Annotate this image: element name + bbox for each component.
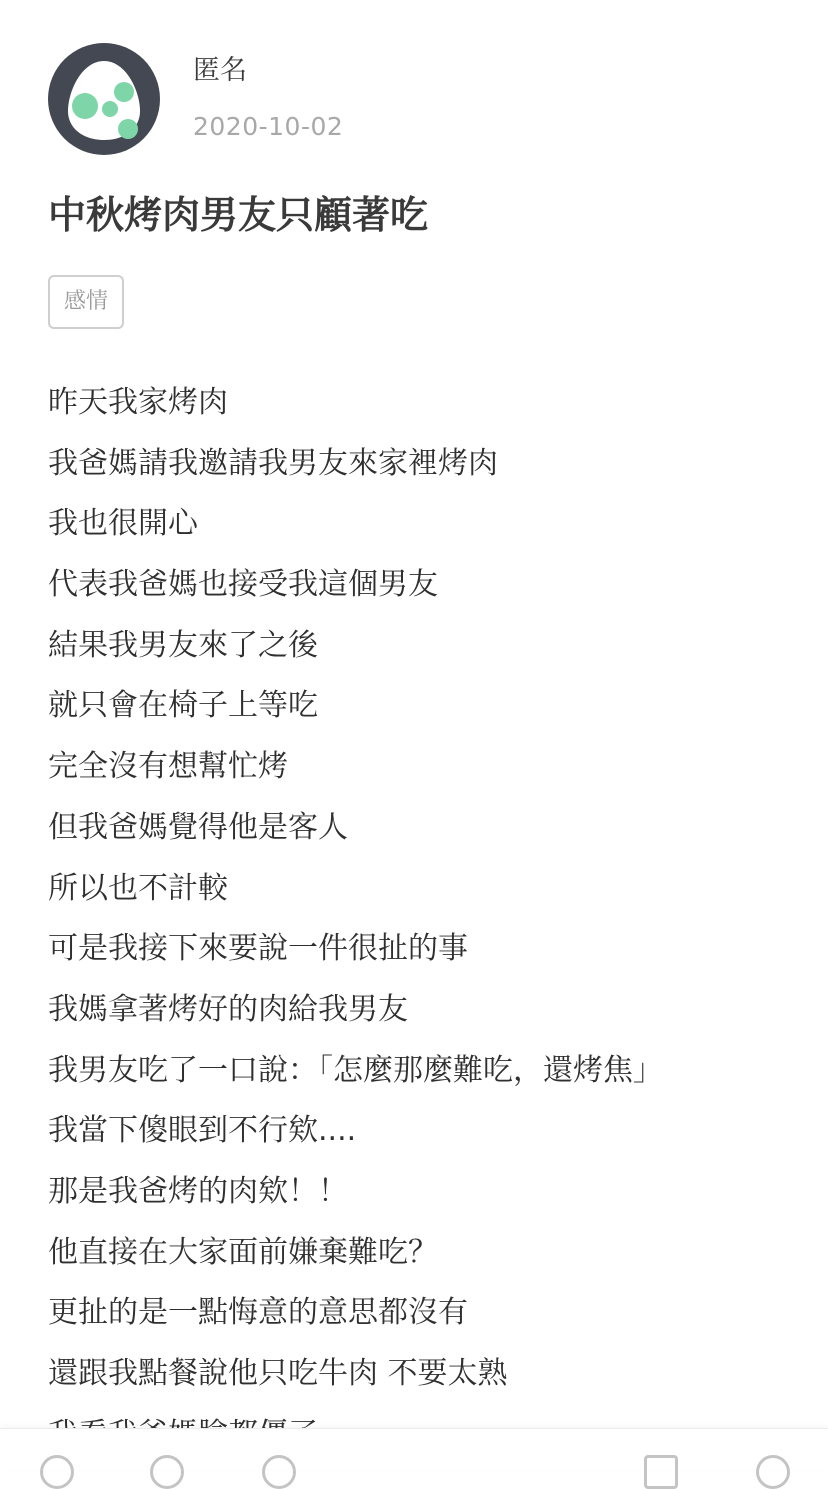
bottom-action-bar — [0, 1428, 828, 1469]
body-line: 但我爸媽覺得他是客人 — [48, 809, 348, 845]
post-date: 2020-10-02 — [193, 112, 344, 141]
post-body — [48, 373, 818, 1428]
body-line: 還跟我點餐說他只吃牛肉 不要太熟 — [48, 1356, 508, 1391]
post-title: 中秋烤肉男友只顧著吃 — [48, 193, 429, 237]
body-line: 更扯的是一點悔意的意思都沒有 — [48, 1295, 468, 1331]
body-line: 我男友吃了一口說：「怎麼那麼難吃，還烤焦」 — [48, 1052, 663, 1088]
topic-tag[interactable]: 感情 — [48, 275, 124, 329]
body-line: 可是我接下來要說一件很扯的事 — [48, 931, 468, 967]
body-line: 我爸媽請我邀請我男友來家裡烤肉 — [48, 445, 498, 481]
like-icon[interactable] — [40, 1455, 74, 1489]
body-line: 昨天我家烤肉 — [48, 385, 228, 420]
more-icon[interactable] — [756, 1455, 790, 1489]
body-line: 他直接在大家面前嫌棄難吃？ — [48, 1234, 438, 1270]
comment-icon[interactable] — [150, 1455, 184, 1489]
body-line: 所以也不計較 — [48, 870, 228, 906]
body-line: 代表我爸媽也接受我這個男友 — [48, 567, 438, 603]
body-line: 那是我爸烤的肉欸！！ — [48, 1173, 348, 1209]
body-line: 完全沒有想幫忙烤 — [48, 749, 288, 785]
egg-avatar-icon[interactable] — [48, 43, 160, 155]
body-line: 我也很開心 — [48, 506, 198, 542]
share-icon[interactable] — [262, 1455, 296, 1489]
body-line: 結果我男友來了之後 — [48, 627, 318, 663]
author-name[interactable]: 匿名 — [193, 55, 247, 86]
body-line: 我當下傻眼到不行欸.... — [48, 1113, 357, 1149]
bookmark-icon[interactable] — [644, 1455, 678, 1489]
body-line: 我媽拿著烤好的肉給我男友 — [48, 991, 408, 1027]
body-line: 就只會在椅子上等吃 — [48, 688, 318, 724]
